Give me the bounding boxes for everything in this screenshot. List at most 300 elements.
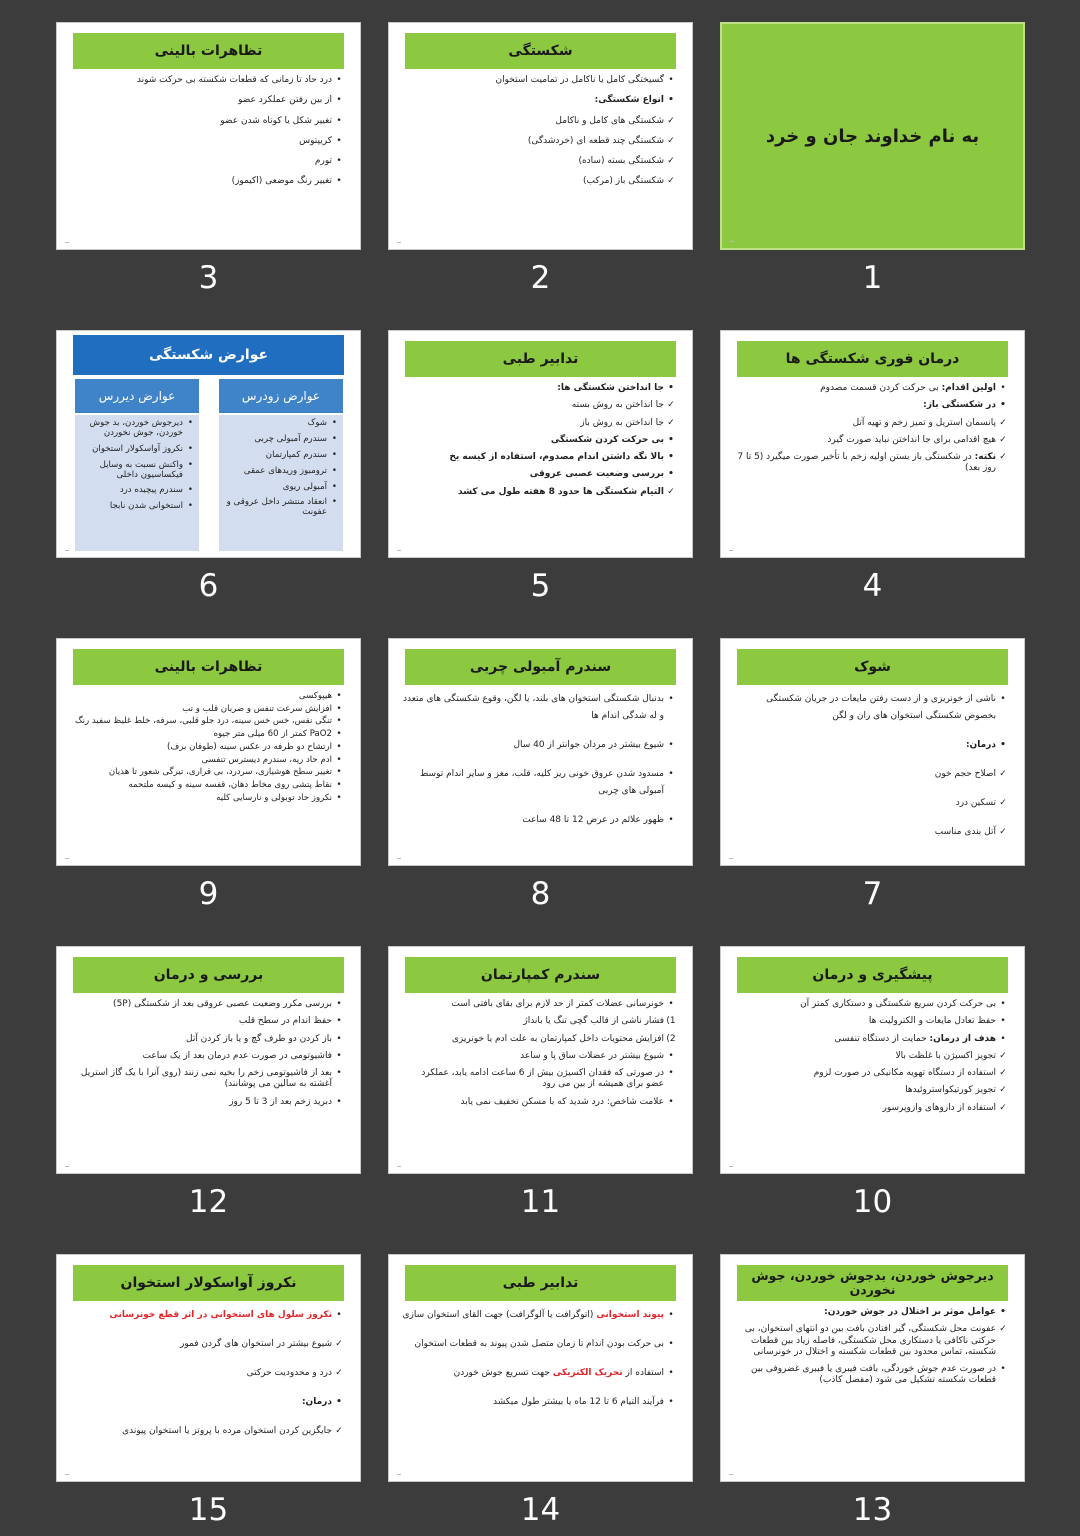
bullet-icon: • <box>1000 1364 1006 1374</box>
bullet-icon: • <box>336 1096 342 1107</box>
slide-number: 8 <box>530 876 551 912</box>
bullet-item <box>69 1336 344 1353</box>
bullet-item <box>69 156 344 167</box>
slide-footer-mark <box>65 242 69 243</box>
bullet-item <box>401 812 676 829</box>
slide-header: دیرجوش خوردن، بدجوش خوردن، جوش نخوردن <box>737 1265 1008 1301</box>
early-complications-column <box>219 379 343 557</box>
slide-header: تظاهرات بالینی <box>73 649 344 685</box>
slide-bullets <box>401 75 676 245</box>
slide-number: 13 <box>852 1492 893 1528</box>
bullet-icon: • <box>331 497 337 508</box>
bullet-item <box>733 1324 1008 1358</box>
item-text: نقاط پتشی روی مخاط دهان، قفسه سینه و کیسه ملتحمه <box>128 780 332 791</box>
bullet-item <box>401 176 676 187</box>
slide-bullets <box>69 1307 344 1477</box>
slide-header: تدابیر طبی <box>405 1265 676 1301</box>
slide-footer-mark <box>65 1166 69 1167</box>
list-item <box>79 445 193 455</box>
bullet-icon: • <box>336 1397 342 1408</box>
slide-canvas[interactable] <box>388 1254 693 1482</box>
bullet-item <box>733 435 1008 446</box>
item-text: سندرم آمبولی چربی <box>254 433 327 444</box>
slide-header: شکستگی <box>405 33 676 69</box>
bullet-item <box>401 1097 676 1108</box>
item-label: نکته: <box>974 452 996 462</box>
item-text: تغییر رنگ موضعی (اکیموز) <box>231 176 332 187</box>
checkmark-icon: ✓ <box>335 1426 343 1437</box>
item-text: شکستگی باز (مرکب) <box>583 176 664 187</box>
slide-canvas[interactable] <box>388 330 693 558</box>
item-text: جهت تسریع جوش خوردن <box>453 1368 553 1379</box>
column-list <box>75 415 199 512</box>
item-text: آمبولی ریوی <box>282 481 327 492</box>
bullet-item <box>69 755 344 766</box>
bullet-item <box>401 116 676 127</box>
bullet-item <box>733 1103 1008 1114</box>
bullet-icon: 1) <box>666 1016 676 1027</box>
list-item <box>223 483 337 493</box>
bullet-icon: • <box>668 383 674 393</box>
bullet-icon: • <box>668 999 674 1009</box>
item-text: سندرم کمپارتمان <box>265 449 327 460</box>
slide-header: درمان فوری شکستگی ها <box>737 341 1008 377</box>
item-text: فاشیوتومی در صورت عدم درمان بعد از یک ساعت <box>142 1050 332 1061</box>
bullet-item <box>69 1051 344 1062</box>
slide-canvas[interactable] <box>388 22 693 250</box>
slide-header: پیشگیری و درمان <box>737 957 1008 993</box>
bullet-item <box>69 691 344 702</box>
item-text: بی حرکت کردن سریع شکستگی و دستکاری کمتر آن <box>800 999 996 1009</box>
slide-number: 10 <box>852 1184 893 1220</box>
bullet-item <box>733 795 1008 812</box>
checkmark-icon: ✓ <box>999 798 1007 809</box>
slide-bullets <box>401 1307 676 1477</box>
slide-number: 4 <box>862 568 883 604</box>
item-text: تغییر سطح هوشیاری، سردرد، بی قراری، تیرگی شعور تا هذیان <box>108 767 332 778</box>
item-prefix: استفاده از <box>622 1368 664 1379</box>
checkmark-icon: ✓ <box>667 400 675 411</box>
slide-canvas[interactable] <box>388 638 693 866</box>
bullet-icon: • <box>187 418 193 428</box>
slide-bullets <box>69 999 344 1169</box>
bullet-item <box>69 1016 344 1027</box>
item-text: بررسی مکرر وضعیت عصبی عروقی بعد از شکستگی (5P) <box>113 999 332 1009</box>
bullet-item <box>401 1365 676 1382</box>
checkmark-icon: ✓ <box>999 1324 1007 1335</box>
item-text: شیوع بیشتر در مردان جوانتر از 40 سال <box>513 740 664 751</box>
item-text: دبرید زخم بعد از 3 تا 5 روز <box>229 1096 332 1107</box>
item-text: کریپتوس <box>299 135 332 146</box>
bullet-icon: • <box>187 485 193 496</box>
bullet-item <box>69 136 344 147</box>
item-text: جا انداختن به روش باز <box>580 417 664 428</box>
checkmark-icon: ✓ <box>335 1339 343 1350</box>
item-text: درمان: <box>301 1397 332 1408</box>
checkmark-icon: ✓ <box>667 135 675 146</box>
item-text: هیپوکسی <box>298 691 332 701</box>
item-text: در صورتی که فقدان اکسیژن بیش از 6 ساعت ادامه یابد، عملکرد عضو برای همیشه از بین می رود <box>421 1068 664 1090</box>
bullet-item <box>69 742 344 753</box>
item-text: تجویز کورتیکواستروئیدها <box>905 1085 996 1096</box>
item-text: پانسمان استریل و تمیز زخم و تهیه آتل <box>852 417 996 428</box>
slide-canvas[interactable] <box>56 22 361 250</box>
slide-footer-mark <box>729 858 733 859</box>
item-text: مسدود شدن عروق خونی ریز کلیه، قلب، مغز و سایر اندام توسط آمبولی های چربی <box>420 769 664 797</box>
item-text: بعد از فاشیوتومی زخم را بخیه نمی زنند (روی آنرا با یک گاز استریل آغشته به سالین می پوشانند) <box>80 1068 332 1090</box>
bullet-item <box>401 418 676 429</box>
slide-footer-mark <box>730 241 734 242</box>
slide-number: 1 <box>862 260 883 296</box>
slide-number: 2 <box>530 260 551 296</box>
slide-bullets <box>401 691 676 861</box>
slide-number: 7 <box>862 876 883 912</box>
checkmark-icon: ✓ <box>667 486 675 497</box>
item-text: شکستگی های کامل و ناکامل <box>555 115 664 126</box>
bullet-icon: • <box>668 815 674 826</box>
bullet-icon: • <box>1000 999 1006 1009</box>
bullet-item <box>401 999 676 1010</box>
slide-canvas[interactable] <box>56 946 361 1174</box>
bullet-icon: • <box>668 1310 674 1320</box>
bullet-item <box>69 704 344 715</box>
bullet-icon: • <box>668 469 674 480</box>
bullet-icon: • <box>336 729 342 740</box>
item-text: افزایش سرعت تنفس و ضربان قلب و تب <box>182 703 332 714</box>
item-text: واکنش نسبت به وسایل فیکساسیون داخلی <box>99 459 183 480</box>
slide-canvas[interactable] <box>720 330 1025 558</box>
bullet-item <box>733 1364 1008 1387</box>
bullet-item <box>401 691 676 725</box>
late-complications-column <box>75 379 199 557</box>
bullet-icon: 2) <box>666 1033 676 1044</box>
item-text: فشار ناشی از قالب گچی تنگ یا بانداژ <box>523 1016 664 1027</box>
bullet-icon: • <box>336 703 342 714</box>
item-text: شیوع بیشتر در عضلات ساق پا و ساعد <box>520 1050 664 1061</box>
bullet-item <box>733 418 1008 429</box>
bullet-item <box>69 1097 344 1108</box>
bullet-icon: • <box>668 452 674 462</box>
bullet-item <box>733 1016 1008 1027</box>
bullet-item <box>733 737 1008 754</box>
item-text: تورم <box>314 156 332 166</box>
bullet-icon: • <box>668 740 674 751</box>
column-header: عوارض زودرس <box>219 379 343 413</box>
slide-header: شوک <box>737 649 1008 685</box>
slide-canvas[interactable] <box>720 1254 1025 1482</box>
slide-footer-mark <box>729 1474 733 1475</box>
bullet-item <box>401 766 676 800</box>
item-label: هدف از درمان: <box>929 1033 996 1044</box>
slide-footer-mark <box>65 858 69 859</box>
slide-canvas[interactable] <box>720 22 1025 250</box>
list-item <box>223 498 337 518</box>
bullet-icon: • <box>187 501 193 512</box>
list-item <box>79 461 193 481</box>
highlight-text: نکروز سلول های استخوانی در اثر قطع خونرسانی <box>109 1310 332 1320</box>
slide-footer-mark <box>397 1166 401 1167</box>
slide-number: 11 <box>520 1184 561 1220</box>
bullet-icon: • <box>336 75 342 85</box>
bullet-icon: • <box>331 433 337 444</box>
bullet-icon: • <box>336 1016 342 1027</box>
list-item <box>223 467 337 477</box>
slide-footer-mark <box>65 550 69 551</box>
bullet-icon: • <box>331 465 337 476</box>
list-item <box>223 419 337 429</box>
item-text: PaO2 کمتر از 60 میلی متر جیوه <box>213 729 332 740</box>
bullet-icon: • <box>1000 740 1006 751</box>
bullet-item <box>69 1068 344 1091</box>
bullet-icon: • <box>1000 694 1006 704</box>
bullet-icon: • <box>336 716 342 727</box>
slide-footer-mark <box>65 1474 69 1475</box>
list-item <box>79 502 193 512</box>
bullet-item <box>401 1016 676 1027</box>
item-text: هیچ اقدامی برای جا انداختن نباید صورت گیرد <box>827 434 996 445</box>
list-item <box>223 451 337 461</box>
item-text: ظهور علائم در عرض 12 تا 48 ساعت <box>522 815 664 826</box>
item-text: ترومبوز وریدهای عمقی <box>243 465 327 476</box>
bullet-icon: • <box>336 780 342 791</box>
checkmark-icon: ✓ <box>999 769 1007 780</box>
slide-title: به نام خداوند جان و خرد <box>765 125 980 147</box>
item-text: گسیختگی کامل یا ناکامل در تمامیت استخوان <box>495 75 664 85</box>
slide-canvas[interactable] <box>56 330 361 558</box>
bullet-item <box>69 767 344 778</box>
bullet-item <box>69 1365 344 1382</box>
item-text: بی حرکت بودن اندام تا زمان متصل شدن پیوند به قطعات استخوان <box>414 1339 664 1350</box>
bullet-item <box>401 1336 676 1353</box>
bullet-item <box>69 1307 344 1324</box>
checkmark-icon: ✓ <box>999 417 1007 428</box>
item-text: تغییر شکل یا کوتاه شدن عضو <box>220 115 332 126</box>
slide-canvas[interactable] <box>388 946 693 1174</box>
bullet-item <box>401 435 676 446</box>
item-text: شکستگی چند قطعه ای (خردشدگی) <box>527 135 664 146</box>
bullet-item <box>733 691 1008 725</box>
bullet-icon: • <box>331 418 337 428</box>
bullet-icon: • <box>187 443 193 454</box>
bullet-item <box>401 1394 676 1411</box>
item-text: در صورت عدم جوش خوردگی، بافت فیبری یا فیبری غضروفی بین قطعات شکسته تشکیل می شود (مفصل کاذب) <box>750 1364 996 1386</box>
item-text: تنگی نفس، خس خس سینه، درد جلو قلبی، سرفه، خلط غلیظ سفید رنگ <box>74 716 332 727</box>
slide-footer-mark <box>397 550 401 551</box>
item-text: درد حاد تا زمانی که قطعات شکسته بی حرکت شوند <box>136 75 332 85</box>
highlight-text: تحریک الکتریکی <box>552 1368 623 1379</box>
bullet-item <box>733 1068 1008 1079</box>
bullet-icon: • <box>187 459 193 470</box>
bullet-icon: • <box>668 769 674 780</box>
bullet-item <box>733 383 1008 394</box>
item-label: اولین اقدام: <box>941 383 996 393</box>
item-text: علامت شاخص: درد شدید که با مسکن تخفیف نمی یابد <box>460 1096 664 1107</box>
bullet-item <box>401 95 676 106</box>
bullet-item <box>733 824 1008 841</box>
bullet-item <box>733 1307 1008 1318</box>
slide-footer-mark <box>729 550 733 551</box>
item-text: شکستگی بسته (ساده) <box>578 156 664 166</box>
item-text: جا انداختن شکستگی ها: <box>557 383 664 393</box>
bullet-icon: • <box>668 95 674 106</box>
item-text: التیام شکستگی ها حدود 8 هفته طول می کشد <box>458 486 664 497</box>
item-text: جا انداختن به روش بسته <box>571 400 664 411</box>
bullet-item <box>69 1394 344 1411</box>
item-text: بررسی وضعیت عصبی عروقی <box>529 469 664 480</box>
bullet-icon: • <box>336 176 342 187</box>
checkmark-icon: ✓ <box>667 417 675 428</box>
item-text: افزایش محتویات داخل کمپارتمان به علت ادم یا خونریزی <box>451 1033 664 1044</box>
checkmark-icon: ✓ <box>999 452 1007 462</box>
bullet-icon: • <box>336 741 342 752</box>
bullet-item <box>69 176 344 187</box>
bullet-item <box>401 469 676 480</box>
bullet-icon: • <box>668 1096 674 1107</box>
item-text: استفاده از دستگاه تهویه مکانیکی در صورت لزوم <box>813 1068 996 1078</box>
slide-header: نکروز آواسکولار استخوان <box>73 1265 344 1301</box>
item-text: ادم حاد ریه، سندرم دیسترس تنفسی <box>201 754 332 765</box>
item-text: بدنبال شکستگی استخوان های بلند، یا لگن، وقوع شکستگی های متعدد و له شدگی اندام ها <box>402 694 664 722</box>
item-text: شیوع بیشتر در استخوان های گردن فمور <box>180 1339 332 1350</box>
column-body <box>75 415 199 551</box>
slide-canvas[interactable] <box>720 946 1025 1174</box>
slide-number: 14 <box>520 1492 561 1528</box>
slide-canvas[interactable] <box>56 638 361 866</box>
list-item <box>79 486 193 496</box>
column-header: عوارض دیررس <box>75 379 199 413</box>
bullet-icon: • <box>336 1050 342 1061</box>
bullet-item <box>733 400 1008 411</box>
bullet-icon: • <box>1000 1033 1006 1044</box>
slide-bullets <box>69 75 344 245</box>
bullet-icon: • <box>668 1068 674 1078</box>
slide-canvas[interactable] <box>56 1254 361 1482</box>
item-text: سندرم پیچیده درد <box>119 485 183 496</box>
bullet-item <box>733 1085 1008 1096</box>
slide-bullets <box>733 999 1008 1169</box>
item-text: از بین رفتن عملکرد عضو <box>238 95 332 106</box>
item-text: حمایت از دستگاه تنفسی <box>834 1033 930 1044</box>
bullet-item <box>401 1051 676 1062</box>
slide-bullets <box>69 691 344 861</box>
bullet-item <box>69 999 344 1010</box>
bullet-icon: • <box>336 754 342 765</box>
list-item <box>79 419 193 439</box>
item-text: حفظ اندام در سطح قلب <box>238 1016 332 1027</box>
item-text: نکروز آواسکولار استخوان <box>92 443 183 454</box>
bullet-item <box>733 1051 1008 1062</box>
item-text: نکروز حاد توبولی و نارسایی کلیه <box>216 792 332 803</box>
item-text: شوک <box>307 418 327 428</box>
slide-number: 5 <box>530 568 551 604</box>
item-text: دیرجوش خوردن، بد جوش خوردن، جوش نخوردن <box>89 418 183 438</box>
bullet-item <box>69 716 344 727</box>
bullet-icon: • <box>336 1033 342 1044</box>
bullet-icon: • <box>668 1050 674 1061</box>
bullet-item <box>69 116 344 127</box>
item-text: استفاده از داروهای وازوپرسور <box>882 1102 996 1113</box>
slide-footer-mark <box>397 1474 401 1475</box>
bullet-item <box>401 737 676 754</box>
slide-header: بررسی و درمان <box>73 957 344 993</box>
item-text: حفظ تعادل مایعات و الکترولیت ها <box>868 1016 996 1027</box>
slide-bullets <box>733 1307 1008 1477</box>
bullet-icon: • <box>336 156 342 166</box>
slide-footer-mark <box>729 1166 733 1167</box>
slide-header: سندرم آمبولی چربی <box>405 649 676 685</box>
bullet-icon: • <box>668 1339 674 1350</box>
checkmark-icon: ✓ <box>999 1085 1007 1096</box>
item-text: درد و محدودیت حرکتی <box>246 1368 332 1379</box>
slide-number: 9 <box>198 876 219 912</box>
bullet-icon: • <box>1000 383 1006 393</box>
bullet-item <box>401 1068 676 1091</box>
bullet-icon: • <box>668 1397 674 1408</box>
slide-number: 3 <box>198 260 219 296</box>
slide-bullets <box>401 383 676 553</box>
slide-bullets <box>401 999 676 1169</box>
item-text: ناشی از خونریزی و از دست رفتن مایعات در جریان شکستگی بخصوص شکستگی استخوان های ران و لگن <box>766 694 996 722</box>
item-text: در شکستگی باز بستن اولیه زخم با تأخیر صورت میگیرد (5 تا 7 روز بعد) <box>737 452 996 474</box>
bullet-item <box>69 75 344 86</box>
checkmark-icon: ✓ <box>999 827 1007 838</box>
bullet-icon: • <box>336 115 342 126</box>
checkmark-icon: ✓ <box>667 156 675 166</box>
item-text: باز کردن دو طرف گچ و یا باز کردن آتل <box>186 1033 332 1044</box>
item-text: ارتشاح دو طرفه در عکس سینه (طوفان برف) <box>166 741 332 752</box>
item-text: درمان: <box>965 740 996 751</box>
bullet-item <box>401 1034 676 1045</box>
bullet-item <box>69 1423 344 1440</box>
checkmark-icon: ✓ <box>335 1368 343 1379</box>
bullet-item <box>733 766 1008 783</box>
checkmark-icon: ✓ <box>999 1102 1007 1113</box>
bullet-item <box>401 75 676 86</box>
bullet-item <box>733 999 1008 1010</box>
column-body <box>219 415 343 551</box>
slide-header: تظاهرات بالینی <box>73 33 344 69</box>
column-list <box>219 415 343 518</box>
bullet-icon: • <box>336 95 342 106</box>
bullet-item <box>733 1034 1008 1045</box>
slide-canvas[interactable] <box>720 638 1025 866</box>
bullet-item <box>401 452 676 463</box>
bullet-icon: • <box>1000 400 1006 411</box>
bullet-icon: • <box>336 135 342 146</box>
bullet-icon: • <box>336 767 342 778</box>
bullet-item <box>401 1307 676 1324</box>
bullet-item <box>401 487 676 498</box>
slide-bullets <box>733 383 1008 553</box>
item-text: (اتوگرافت یا آلوگرافت) جهت القای استخوان سازی <box>402 1310 597 1320</box>
checkmark-icon: ✓ <box>999 434 1007 445</box>
bullet-item <box>69 1034 344 1045</box>
item-text: عفونت محل شکستگی، گیر افتادن بافت بین دو انتهای استخوان، بی حرکتی ناکافی یا دستکاری محل شکستگی، فاصله زیاد بین قطعات شکسته، تماس محدود بین قطعات شکسته و اختلال در خونرسانی <box>744 1324 996 1357</box>
highlight-text: پیوند استخوانی <box>596 1310 664 1320</box>
item-text: فرآیند التیام 6 تا 12 ماه یا بیشتر طول میکشد <box>493 1397 664 1408</box>
item-text: خونرسانی عضلات کمتر از حد لازم برای بقای بافتی است <box>451 999 664 1009</box>
bullet-item <box>69 793 344 804</box>
item-text: آتل بندی مناسب <box>934 827 996 838</box>
bullet-icon: • <box>336 999 342 1009</box>
slide-bullets <box>733 691 1008 861</box>
bullet-icon: • <box>331 481 337 492</box>
bullet-item <box>69 95 344 106</box>
slide-number: 12 <box>188 1184 229 1220</box>
bullet-icon: • <box>1000 1307 1006 1317</box>
bullet-icon: • <box>668 434 674 445</box>
slide-number: 15 <box>188 1492 229 1528</box>
